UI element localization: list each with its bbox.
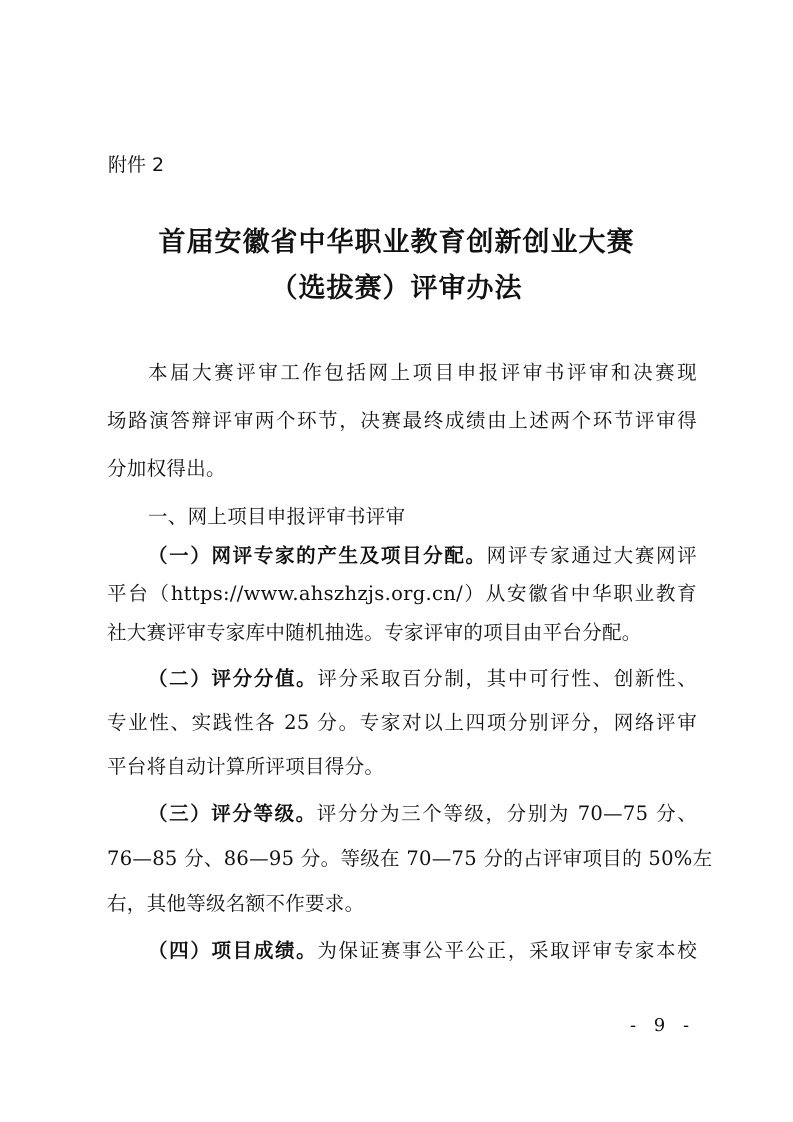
document-title-line1: 首届安徽省中华职业教育创新创业大赛 <box>158 227 635 258</box>
intro-line-1: 本届大赛评审工作包括网上项目申报评审书评审和决赛现 <box>148 361 697 384</box>
item4-line-1 <box>148 935 697 963</box>
item1-heading: （一）网评专家的产生及项目分配。 <box>148 544 487 567</box>
item2-heading: （二）评分分值。 <box>148 667 318 690</box>
item2-line-1-text: 评分采取百分制，其中可行性、创新性、 <box>317 667 697 690</box>
item1-line-1-text: 网评专家通过大赛网评 <box>486 544 697 567</box>
item2-line-2: 专业性、实践性各 25 分。专家对以上四项分别评分，网络评审 <box>107 711 697 734</box>
intro-line-3: 分加权得出。 <box>107 457 226 480</box>
section1-heading: 一、网上项目申报评审书评审 <box>148 505 406 528</box>
item3-line-1 <box>148 798 697 826</box>
page-number: - 9 - <box>630 1015 696 1036</box>
item1-line-1 <box>148 540 697 568</box>
item4-line-1-text: 为保证赛事公平公正，采取评审专家本校 <box>317 939 697 962</box>
item3-heading: （三）评分等级。 <box>148 802 317 825</box>
attachment-label: 附件 2 <box>108 154 165 176</box>
intro-line-2: 场路演答辩评审两个环节，决赛最终成绩由上述两个环节评审得 <box>107 409 697 432</box>
item3-line-3: 右，其他等级名额不作要求。 <box>107 892 365 915</box>
item2-line-1 <box>148 663 697 691</box>
item3-line-2: 76—85 分、86—95 分。等级在 70—75 分的占评审项目的 50%左 <box>107 847 713 870</box>
item1-line-3: 社大赛评审专家库中随机抽选。专家评审的项目由平台分配。 <box>107 621 642 644</box>
item4-heading: （四）项目成绩。 <box>148 939 318 962</box>
item1-line-2: 平台（https://www.ahszhzjs.org.cn/）从安徽省中华职业教育 <box>107 582 697 605</box>
document-title-line2: （选拔赛）评审办法 <box>270 273 523 304</box>
item2-line-3: 平台将自动计算所评项目得分。 <box>107 755 385 778</box>
item3-line-1-text: 评分分为三个等级，分别为 70—75 分、 <box>316 802 698 825</box>
